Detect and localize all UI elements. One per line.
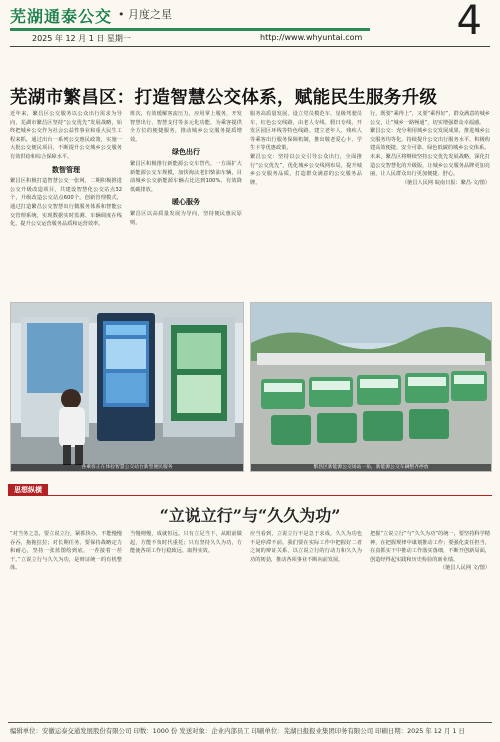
subheading-green: 绿色出行 bbox=[172, 148, 200, 157]
commentary-column-2 bbox=[130, 530, 242, 716]
photo-caption: 繁昌区新能源公交场站一角，新能源公交车辆整齐停放 bbox=[251, 464, 491, 471]
section-rule bbox=[8, 495, 492, 496]
article-paragraph: 近年来，繁昌区公交服务以公众出行需求为导向，芜湖市繁昌区坚持“公交优先”发展战略，始终把城乡公交作为社会公益性事业和重大民生工程来抓，通过出台一系列公交惠民政策，实施一大批公交便民项目，不断提升公交城乡公交服务有效供给和综合保障水平。 bbox=[10, 111, 122, 160]
article-paragraph: 行，既要“乘得上”，又要“乘得好”，群众满意的城乡公交，让“城乡一路畅通”，切实增强群众幸福感。 bbox=[370, 111, 490, 126]
article-paragraph: 服务高质量发展，设立党员模范车，星级驾驶员车，红色公交线路，由老人专线、假日专线、开发区园区环线等特色线路。建立老年人、残疾人等乘客出行服务保障机制，推出敬老爱心卡、学生卡等优惠政策。 bbox=[250, 111, 362, 152]
page-number: 4 bbox=[456, 0, 482, 44]
masthead bbox=[0, 0, 500, 48]
commentary-paragraph: 应当看到，立说立行不是急于求成，久久为功也不是停滞不前。我们要在实际工作中把握好二者之间的辩证关系，以立说立行的行动力和久久为功的韧劲，推动各项事业不断向前发展。 bbox=[250, 531, 362, 563]
commentary-title: “立说立行”与“久久为功” bbox=[159, 506, 341, 525]
article-paragraph: 班次，有效缓解客流压力，应用掌上服务，开发智慧出行、智慧支付等多元化功能，为乘客提供全方位的便捷服务，推动城乡公交服务提质增效。 bbox=[130, 111, 242, 143]
bus-depot-illustration bbox=[251, 303, 491, 471]
masthead-divider bbox=[10, 46, 490, 47]
section-tag: 思想纵横 bbox=[8, 484, 48, 496]
subheading-warm: 暖心服务 bbox=[172, 198, 200, 207]
bus-stop-illustration bbox=[11, 303, 243, 471]
photo-smart-bus-stop bbox=[10, 302, 244, 472]
commentary-byline: （驰昌人民网 文/图） bbox=[439, 565, 490, 572]
masthead-rule bbox=[10, 28, 370, 31]
photo-bus-depot bbox=[250, 302, 492, 472]
article-paragraph: 未来，繁昌区将继续坚持公交优先发展战略，深化打造公交智慧化的升级版，让城乡公交服务品牌更加亮丽，让人民群众出行更加便捷、舒心。 bbox=[370, 153, 490, 178]
article-column-1 bbox=[10, 110, 122, 318]
commentary-paragraph: 当慢则慢，成就恒远。只有立足当下，从眼前做起，方能不负时代重托；只有坚持久久为功，方能使各项工作行稳致远、取得实效。 bbox=[130, 531, 242, 555]
commentary-column-4 bbox=[370, 530, 490, 716]
footer-rule bbox=[8, 722, 492, 723]
issue-date: 2025 年 12 月 1 日 星期一 bbox=[32, 34, 131, 43]
commentary-section-bar bbox=[8, 484, 492, 496]
publication-footer: 编辑单位：安徽运泰交通发展股份有限公司 印数：1000 份 发送对象：企业内部员工 印刷单位：芜湖日报报业集团印务有限公司 印刷日期：2025 年 12 月 1 日 bbox=[10, 727, 465, 735]
article-paragraph: 繁昌公交：坚持以公交引导公众出行，全面推行“公交优先”，优化城乡公交线网布局，提升城乡公交服务品质，打造群众满意的公交服务品牌。 bbox=[250, 153, 362, 186]
section-name: • 月度之星 bbox=[118, 8, 172, 21]
commentary-column-3 bbox=[250, 530, 362, 716]
subheading-digital: 数智管理 bbox=[52, 165, 80, 174]
article-column-4 bbox=[370, 110, 490, 320]
article-paragraph: 繁昌公交：充分利用城乡公交发展成果，推进城乡公交服务均等化，持续提升公交出行服务水平，积极构建高效便捷、安全可靠、绿色低碳的城乡公交体系。 bbox=[370, 128, 490, 152]
website-link[interactable]: http://www.whyuntai.com bbox=[260, 33, 363, 42]
article-byline: （驰昌人民网 皖南日报：繁昌·文/图） bbox=[401, 179, 490, 186]
article-headline: 芜湖市繁昌区：打造智慧公交体系，赋能民生服务升级 bbox=[10, 88, 438, 108]
article-paragraph: 繁昌区积极打造智慧公交一张网，二期积极推进公交升级改造项目，共建设智慧化公交站点32个，升级改造公交站点600个。创新管理模式，通过打造繁昌公交智慧出行微服务体系和智能公交管理系统，实现数据实时监测、车辆调度在线化，提升公交运营服务品质和运营效率。 bbox=[10, 178, 122, 228]
article-column-2 bbox=[130, 110, 242, 318]
brand-title: 芜湖通泰公交 bbox=[10, 7, 113, 26]
article-paragraph: 繁昌区积极推行新能源公交车替代，一方面扩大新能源公交车规模，加快淘汰老旧柴油车辆，目前城乡公交新能源车辆占比达到100%，有效降低碳排放。 bbox=[130, 160, 242, 193]
article-paragraph: 繁昌区以高质量发展为导向，坚持便民惠民原则， bbox=[130, 210, 242, 226]
commentary-column-1 bbox=[10, 530, 122, 716]
commentary-paragraph: “对当务之急，要立说立行，紧抓快办，不能慢慢吞吞，拖拖拉拉；对长期任务，要保持战略定力和耐心，坚持一张蓝图绘到底，一茬接着一茬干。”立说立行与久久为功，是辩证统一的有机整体。 bbox=[10, 531, 122, 572]
photo-caption: 各乘客正在体验智慧公交站台新型便民服务 bbox=[11, 464, 243, 471]
article-column-3 bbox=[250, 110, 362, 300]
commentary-paragraph: 把握“立说立行”与“久久为功”的统一，要坚持科学精神，在把握规律中谋划推动工作；要强化责任担当，在真抓实干中推动工作落实落细，不断开创新局面，创造经得起实践和历史检验的新业绩。 bbox=[370, 531, 490, 563]
